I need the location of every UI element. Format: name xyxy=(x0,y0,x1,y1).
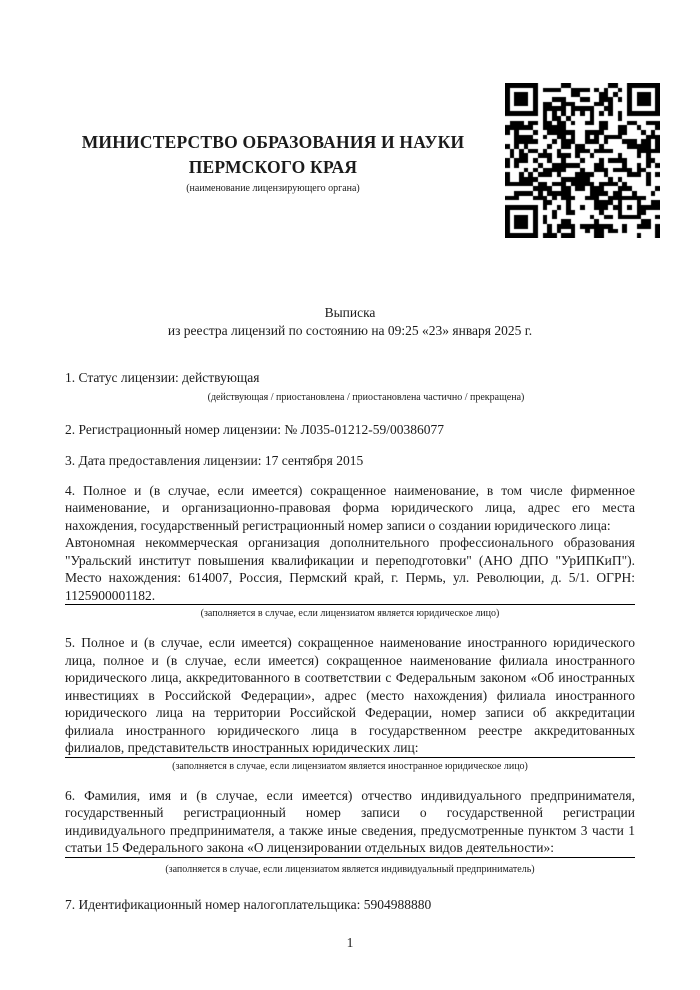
document-title xyxy=(65,304,635,339)
document-body xyxy=(65,0,635,952)
item-7-taxpayer-id: 7. Идентификационный номер налогоплательщика: 5904988880 xyxy=(65,896,432,912)
page-number: 1 xyxy=(346,935,354,950)
item-3-grant-date: 3. Дата предоставления лицензии: 17 сентября 2015 xyxy=(65,453,364,468)
item-4-legal-entity-value: Автономная некоммерческая организация дополнительного профессионального образования "Уральский институт повышения квалификации и переподготовки" (АНО ДПО "УрИПКиП"). Место нахождения: 614007, Россия, Пермский край, г. Пермь, ул. Революции, д. 5/1. ОГРН: 1125900001182. xyxy=(65,535,635,603)
document-title-line2: из реестра лицензий по состоянию на 09:25 «23» января 2025 г. xyxy=(167,322,533,338)
item-1-license-status: 1. Статус лицензии: действующая xyxy=(65,370,260,385)
item-2-registration-number: 2. Регистрационный номер лицензии: № Л035-01212-59/00386077 xyxy=(65,421,445,437)
document-title-line1: Выписка xyxy=(324,305,376,320)
item-4-legal-entity-label: 4. Полное и (в случае, если имеется) сокращенное наименование, в том числе фирменное наименование, и организационно-правовая форма юридического лица, адрес его места нахождения, государственный регистрационный номер записи о создании юридического лица: xyxy=(65,482,635,533)
item-6-caption: (заполняется в случае, если лицензиатом является индивидуальный предприниматель) xyxy=(165,863,535,875)
item-4-caption: (заполняется в случае, если лицензиатом является юридическое лицо) xyxy=(200,608,500,619)
item-1-status-options-caption: (действующая / приостановлена / приостановлена частично / прекращена) xyxy=(207,391,525,403)
item-6-entrepreneur-label: 6. Фамилия, имя и (в случае, если имеется) отчество индивидуального предпринимателя, государственный регистрационный номер записи о государственной регистрации индивидуального предпринимателя, а также иные сведения, предусмотренные пунктом 3 части 1 статьи 15 Федерального закона «О лицензировании отдельных видов деятельности»: xyxy=(65,787,635,855)
ministry-name-line2: ПЕРМСКОГО КРАЯ xyxy=(188,157,358,177)
item-5-foreign-entity-label: 5. Полное и (в случае, если имеется) сокращенное наименование иностранного юридического лица, полное и (в случае, если имеется) сокращенное наименование филиала иностранного юридического лица, аккредитованного в соответствии с Федеральным законом «Об иностранных инвестициях в Российской Федерации», адрес (место нахождения) филиала иностранного юридического лица на территории Российской Федерации, номер записи об аккредитации филиала иностранного юридического лица в государственном реестре аккредитованных филиалов, представительств иностранных юридических лиц: xyxy=(65,635,635,755)
ministry-caption: (наименование лицензирующего органа) xyxy=(186,183,360,194)
item-5-caption: (заполняется в случае, если лицензиатом является иностранное юридическое лицо) xyxy=(172,760,528,772)
item-4-fill-line xyxy=(65,604,635,605)
ministry-name-line1: МИНИСТЕРСТВО ОБРАЗОВАНИЯ И НАУКИ xyxy=(81,132,465,152)
item-6-fill-line xyxy=(65,857,635,858)
item-5-fill-line xyxy=(65,757,635,758)
